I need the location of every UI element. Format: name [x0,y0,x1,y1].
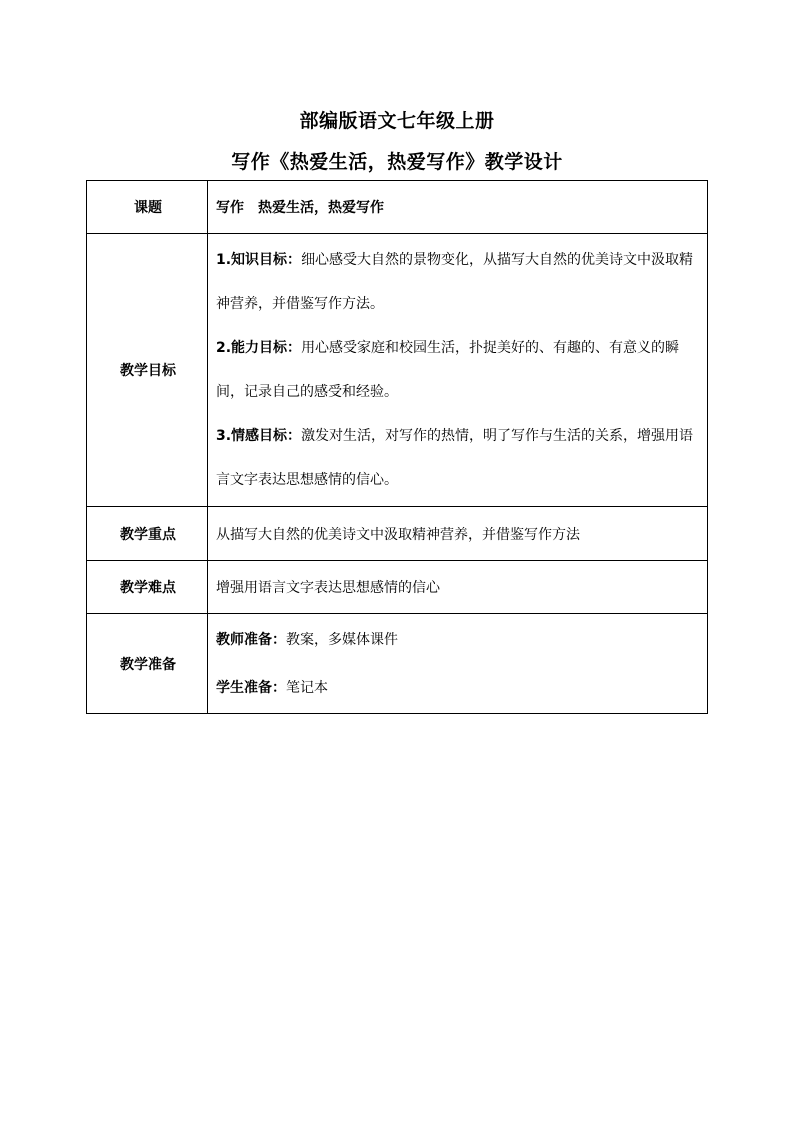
student-preparation-value: 笔记本 [286,679,328,696]
table-row-key-points [87,507,708,561]
topic-label: 课题 [87,181,208,234]
table-row-topic [87,181,708,234]
objective-knowledge [216,238,701,326]
objective-text: 用心感受家庭和校园生活，扑捉美好的、有趣的、有意义的瞬间，记录自己的感受和经验。 [216,340,680,400]
student-preparation-heading: 学生准备： [216,679,286,696]
teacher-preparation [216,616,701,664]
table-row-objectives [87,234,708,507]
preparation-cell [208,614,708,714]
lesson-plan-table [86,180,708,714]
objective-text: 细心感受大自然的景物变化，从描写大自然的优美诗文中汲取精神营养，并借鉴写作方法。 [216,252,694,312]
preparation-label: 教学准备 [87,614,208,714]
document-title: 部编版语文七年级上册 [299,110,495,132]
difficulties-value: 增强用语言文字表达思想感情的信心 [208,561,708,614]
key-points-label: 教学重点 [87,507,208,561]
objective-heading: 1.知识目标： [216,252,302,268]
objective-heading: 3.情感目标： [216,428,302,444]
objectives-label: 教学目标 [87,234,208,507]
document-subtitle: 写作《热爱生活，热爱写作》教学设计 [231,151,563,173]
student-preparation [216,664,701,712]
topic-value: 写作 热爱生活，热爱写作 [208,181,708,234]
objective-ability [216,326,701,414]
table-row-difficulties [87,561,708,614]
difficulties-label: 教学难点 [87,561,208,614]
teacher-preparation-value: 教案，多媒体课件 [286,631,398,648]
table-row-preparation [87,614,708,714]
key-points-value: 从描写大自然的优美诗文中汲取精神营养，并借鉴写作方法 [208,507,708,561]
objective-heading: 2.能力目标： [216,340,302,356]
teacher-preparation-heading: 教师准备： [216,631,286,648]
objective-text: 激发对生活，对写作的热情，明了写作与生活的关系，增强用语言文字表达思想感情的信心。 [216,428,694,488]
objectives-cell [208,234,708,507]
objective-emotion [216,414,701,502]
